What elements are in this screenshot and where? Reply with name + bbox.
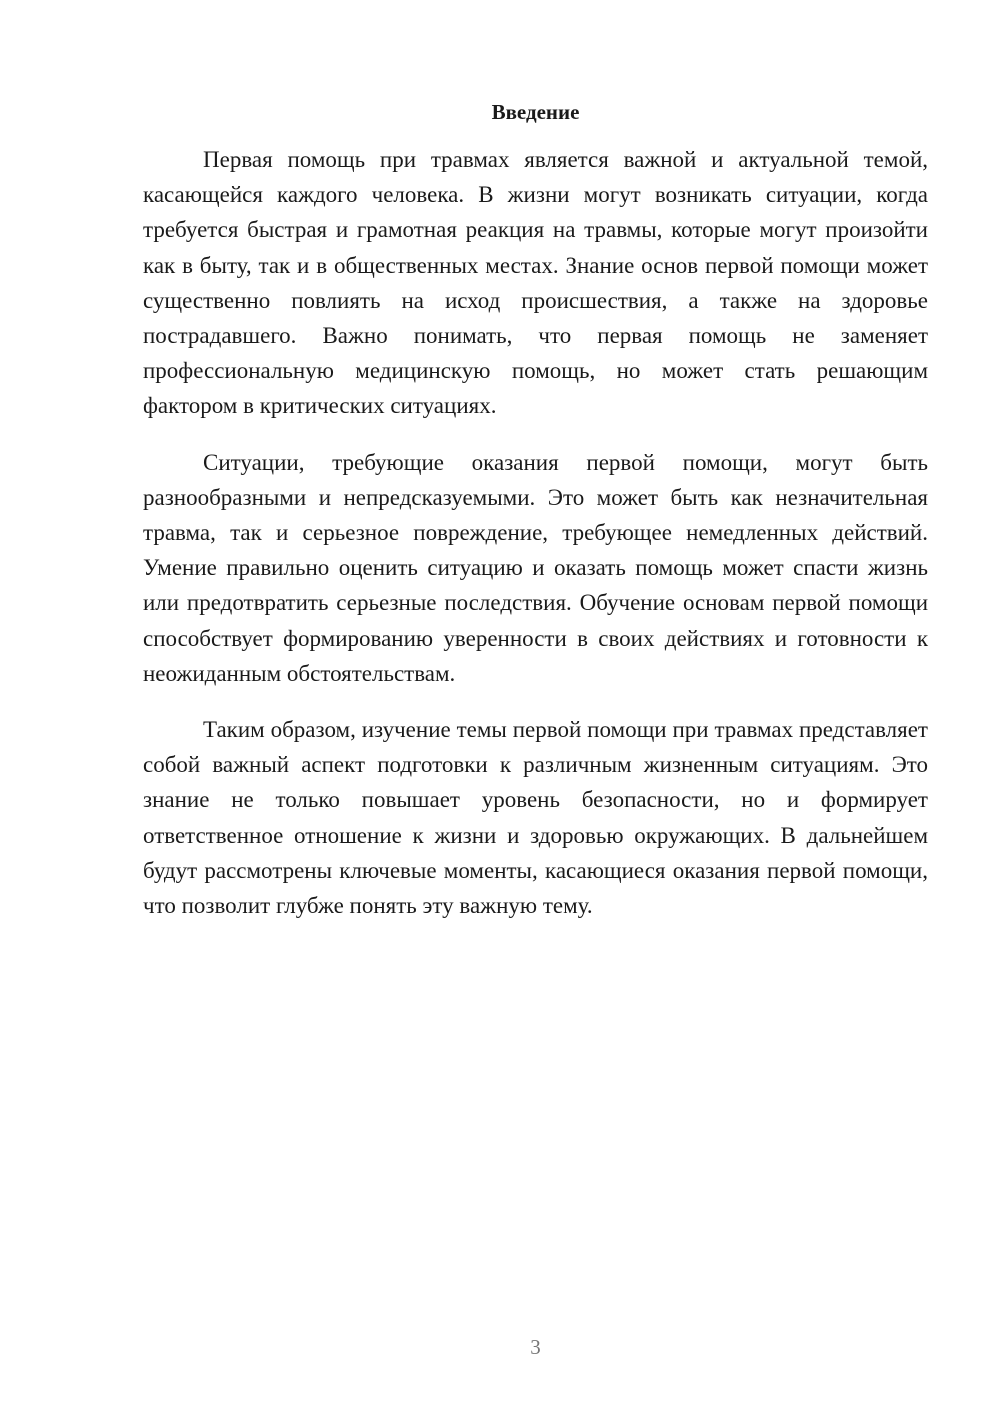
body-text (143, 142, 928, 923)
section-heading: Введение (491, 100, 580, 124)
paragraph-2: Ситуации, требующие оказания первой помощи, могут быть разнообразными и непредсказуемыми. Это может быть как незначительная травма, так и серьезное повреждение, требующее немедленных действий. Умение правильно оценить ситуацию и оказать помощь может спасти жизнь или предотвратить серьезные последствия. Обучение основам первой помощи способствует формированию уверенности в своих действиях и готовности к неожиданным обстоятельствам. (143, 449, 928, 686)
paragraph-3: Таким образом, изучение темы первой помощи при травмах представляет собой важный аспект подготовки к различным жизненным ситуациям. Это знание не только повышает уровень безопасности, но и формирует ответственное отношение к жизни и здоровью окружающих. В дальнейшем будут рассмотрены ключевые моменты, касающиеся оказания первой помощи, что позволит глубже понять эту важную тему. (143, 717, 928, 919)
paragraph-1: Первая помощь при травмах является важной и актуальной темой, касающейся каждого человека. В жизни могут возникать ситуации, когда требуется быстрая и грамотная реакция на травмы, которые могут произойти как в быту, так и в общественных местах. Знание основ первой помощи может существенно повлиять на исход происшествия, а также на здоровье пострадавшего. Важно понимать, что первая помощь не заменяет профессиональную медицинскую помощь, но может стать решающим фактором в критических ситуациях. (143, 147, 928, 419)
page-number: 3 (530, 1335, 541, 1359)
